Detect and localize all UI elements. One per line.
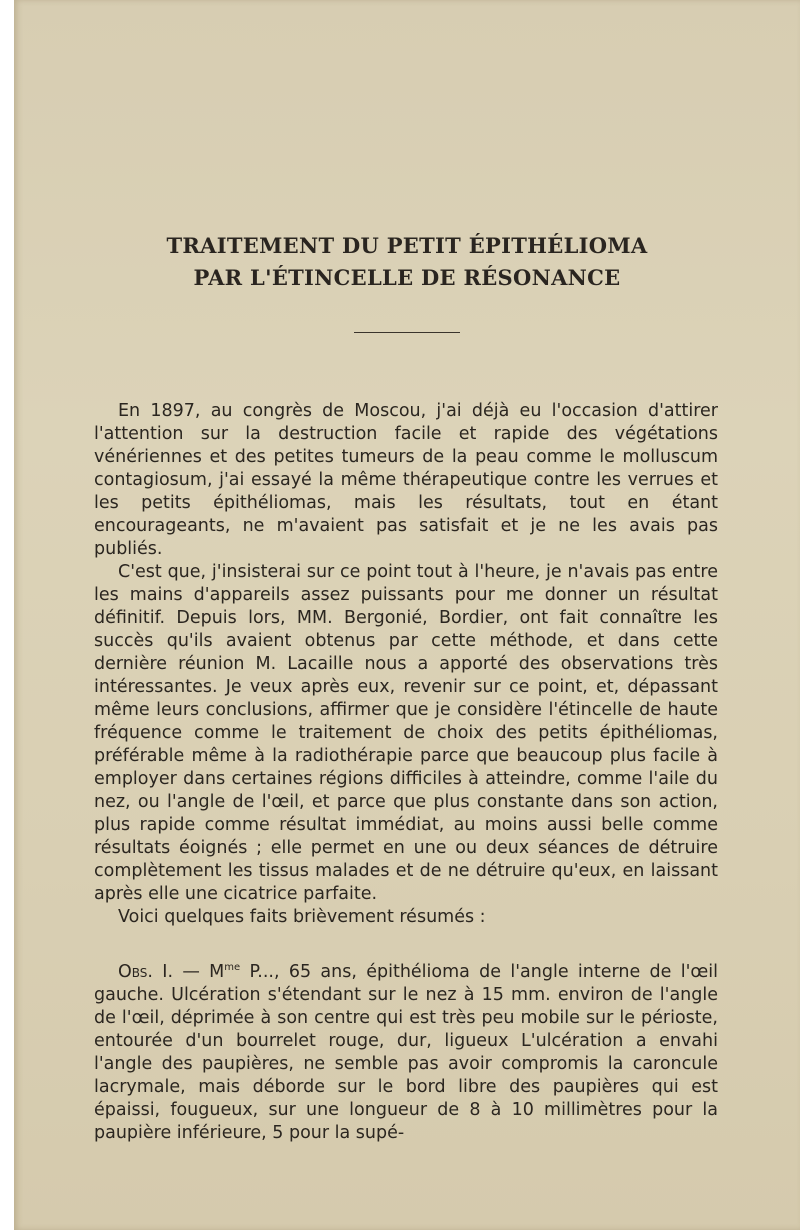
title-line-2: PAR L'ÉTINCELLE DE RÉSONANCE [193,265,621,290]
patient-prefix: M [209,961,225,982]
paragraph-1: En 1897, au congrès de Moscou, j'ai déjà eu l'occasion d'attirer l'attention sur la destruction facile et rapide des végétations vénériennes et des petites tumeurs de la peau comme le molluscum contagiosum, j'ai essayé la même thérapeutique contre les verrues et les petits épithéliomas, mais les résultats, tout en étant encourageants, ne m'avaient pas satisfait et je ne les avais pas publiés. [94,401,718,559]
observation-text: P..., 65 ans, épithélioma de l'angle interne de l'œil gauche. Ulcération s'étendant sur le nez à 15 mm. environ de l'angle de l'œil, déprimée à son centre qui est très peu mobile sur le périoste, entourée d'un bourrelet rouge, dur, ligueux L'ulcération a envahi l'angle des paupières, ne semble pas avoir compromis la caroncule lacrymale, mais déborde sur le bord libre des paupières qui est épaissi, fougueux, sur une longueur de 8 à 10 millimètres pour la paupière inférieure, 5 pour la supé- [94,961,719,1143]
title-separator-rule [354,332,460,333]
observation-dash: — [173,961,210,982]
paragraph-3: Voici quelques faits brièvement résumés : [118,907,486,927]
observation-label: Obs. I. [118,961,174,982]
observation-paragraph [94,956,718,1145]
article-title [14,230,800,294]
document-page [14,0,800,1230]
paragraph-2: C'est que, j'insisterai sur ce point tout à l'heure, je n'avais pas entre les mains d'appareils assez puissants pour me donner un résultat définitif. Depuis lors, MM. Bergonié, Bordier, ont fait connaître les succès qu'ils avaient obtenus par cette méthode, et dans cette dernière réunion M. Lacaille nous a apporté des observations très intéressantes. Je veux après eux, revenir sur ce point, et, dépassant même leurs conclusions, affirmer que je considère l'étincelle de haute fréquence comme le traitement de choix des petits épithéliomas, préférable même à la radiothérapie parce que beaucoup plus facile à employer dans certaines régions difficiles à atteindre, comme l'aile du nez, ou l'angle de l'œil, et parce que plus constante dans son action, plus rapide comme résultat immédiat, au moins aussi belle comme résultats éoignés ; elle permet en une ou deux séances de détruire complètement les tissus malades et de ne détruire qu'eux, en laissant après elle une cicatrice parfaite. [94,562,718,904]
article-body [94,400,718,1145]
title-line-1: TRAITEMENT DU PETIT ÉPITHÉLIOMA [166,233,648,258]
patient-prefix-superscript: me [224,962,241,973]
